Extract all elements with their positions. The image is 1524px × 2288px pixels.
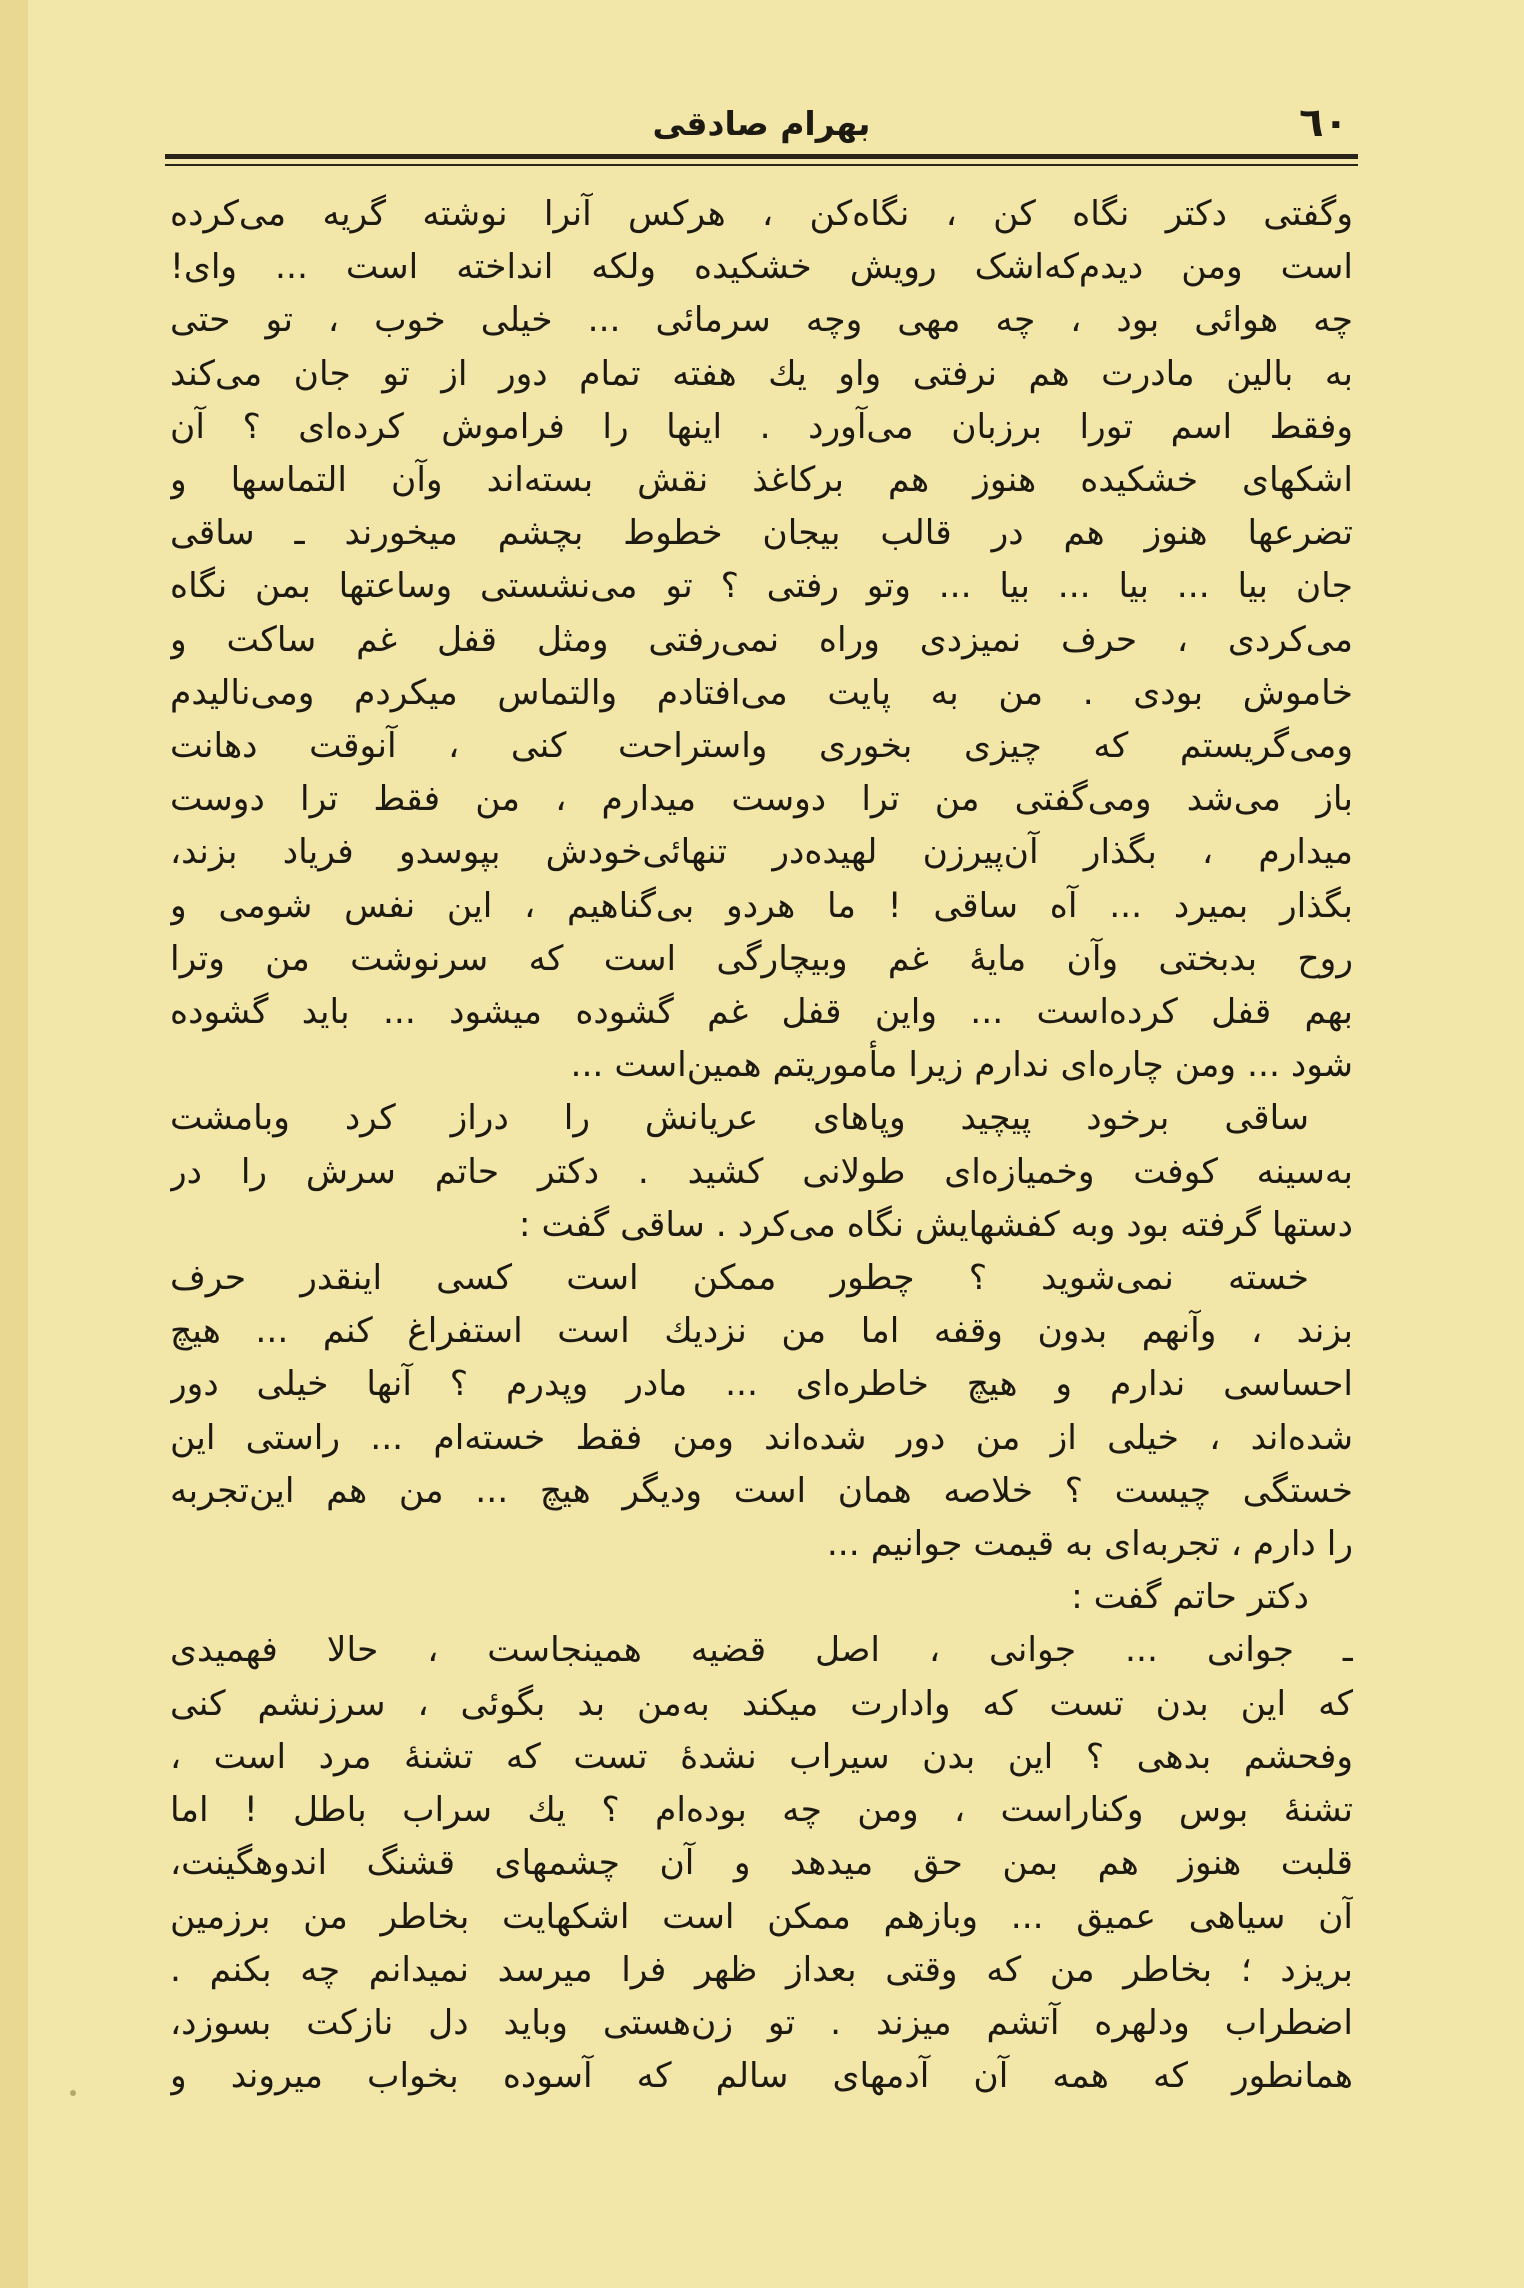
text-line: وگفتی دکتر نگاه کن ، نگاه‌کن ، هرکس آنرا نوشته گریه می‌کرده xyxy=(170,194,1353,234)
text-line: دستها گرفته بود وبه کفشهایش نگاه می‌کرد . ساقی گفت : xyxy=(518,1204,1353,1245)
text-line: تشنهٔ بوس وکناراست ، ومن چه بوده‌ام ؟ یك سراب باطل ! اما xyxy=(170,1790,1353,1831)
paper-speck xyxy=(70,2090,76,2096)
page-header xyxy=(165,100,1358,148)
text-line: قلبت هنوز هم بمن حق میدهد و آن چشمهای قشنگ اندوهگینت، xyxy=(170,1843,1353,1884)
text-line: است ومن دیدم‌که‌اشک رویش خشکیده ولکه انداخته است ... وای! xyxy=(170,247,1353,288)
text-line: همانطور که همه آن آدمهای سالم که آسوده بخواب میروند و xyxy=(170,2056,1353,2097)
text-line: اشکهای خشکیده هنوز هم برکاغذ نقش بسته‌اند وآن التماسها و xyxy=(170,460,1353,501)
page-gutter xyxy=(0,0,28,2288)
text-line: میدارم ، بگذار آن‌پیرزن لهیده‌در تنهائی‌خودش بپوسدو فریاد بزند، xyxy=(170,832,1353,873)
text-line: روح بدبختی وآن مایهٔ غم وبیچارگی است که سرنوشت من وترا xyxy=(170,938,1353,979)
text-line: را دارم ، تجربه‌ای به قیمت جوانیم ... xyxy=(826,1524,1353,1565)
text-line: تضرعها هنوز هم در قالب بیجان خطوط بچشم میخورند ـ ساقی xyxy=(170,513,1353,554)
text-line: می‌کردی ، حرف نمیزدی وراه نمی‌رفتی ومثل قفل غم ساکت و xyxy=(170,619,1353,660)
text-line: احساسی ندارم و هیچ خاطره‌ای ... مادر وپدرم ؟ آنها خیلی دور xyxy=(170,1364,1353,1405)
text-line: دکتر حاتم گفت : xyxy=(1071,1577,1309,1618)
text-line: بهم قفل کرده‌است ... واین قفل غم گشوده میشود ... باید گشوده xyxy=(170,992,1353,1033)
text-line: خستگی چیست ؟ خلاصه همان است ودیگر هیچ ... من هم این‌تجربه xyxy=(170,1470,1353,1511)
text-line: بریزد ؛ بخاطر من که وقتی بعداز ظهر فرا میرسد نمیدانم چه بکنم . xyxy=(170,1949,1353,1990)
text-line: شود ... ومن چاره‌ای ندارم زیرا مأموریتم همین‌است ... xyxy=(570,1045,1353,1086)
text-line: ـ جوانی ... جوانی ، اصل قضیه همینجاست ، حالا فهمیدی xyxy=(170,1630,1353,1671)
text-line: جان بیا ... بیا ... بیا ... وتو رفتی ؟ تو می‌نشستی وساعتها بمن نگاه xyxy=(170,566,1353,607)
text-line: که این بدن تست که وادارت میکند به‌من بد بگوئی ، سرزنشم کنی xyxy=(170,1683,1353,1724)
text-line: به‌سینه کوفت وخمیازه‌ای طولانی کشید . دکتر حاتم سرش را در xyxy=(170,1151,1353,1192)
header-rule-thin xyxy=(165,164,1358,166)
text-line: خاموش بودی . من به پایت می‌افتادم والتماس میکردم ومی‌نالیدم xyxy=(170,672,1353,713)
text-line: شده‌اند ، خیلی از من دور شده‌اند ومن فقط خسته‌ام ... راستی این xyxy=(170,1417,1353,1458)
text-line: ساقی برخود پیچید وپاهای عریانش را دراز کرد وبامشت xyxy=(170,1098,1309,1139)
text-line: اضطراب ودلهره آتشم میزند . تو زن‌هستی وباید دل نازکت بسوزد، xyxy=(170,2002,1353,2043)
page-number: ٦٠ xyxy=(1299,100,1348,146)
header-rule-thick xyxy=(165,154,1358,159)
text-line: ومی‌گریستم که چیزی بخوری واستراحت کنی ، آنوقت دهانت xyxy=(170,726,1353,767)
text-line: بگذار بمیرد ... آه ساقی ! ما هردو بی‌گناهیم ، این نفس شومی و xyxy=(170,885,1353,926)
text-line: وفقط اسم تورا برزبان می‌آورد . اینها را فراموش کرده‌ای ؟ آن xyxy=(170,406,1353,447)
text-line: خسته نمی‌شوید ؟ چطور ممکن است کسی اینقدر حرف xyxy=(170,1258,1309,1299)
text-line: باز می‌شد ومی‌گفتی من ترا دوست میدارم ، من فقط ترا دوست xyxy=(170,779,1353,820)
text-line: بزند ، وآنهم بدون وقفه اما من نزدیك است استفراغ کنم ... هیچ xyxy=(170,1311,1353,1352)
text-line: چه هوائی بود ، چه مهی وچه سرمائی ... خیلی خوب ، تو حتی xyxy=(170,300,1353,341)
text-line: آن سیاهی عمیق ... وبازهم ممکن است اشکهایت بخاطر من برزمین xyxy=(170,1896,1353,1937)
body-text xyxy=(170,188,1353,2103)
text-line: وفحشم بدهی ؟ این بدن سیراب نشدهٔ تست که تشنهٔ مرد است ، xyxy=(170,1736,1353,1777)
running-head: بهرام صادقی xyxy=(652,104,871,143)
text-line: به بالین مادرت هم نرفتی واو یك هفته تمام دور از تو جان می‌کند xyxy=(170,353,1353,394)
